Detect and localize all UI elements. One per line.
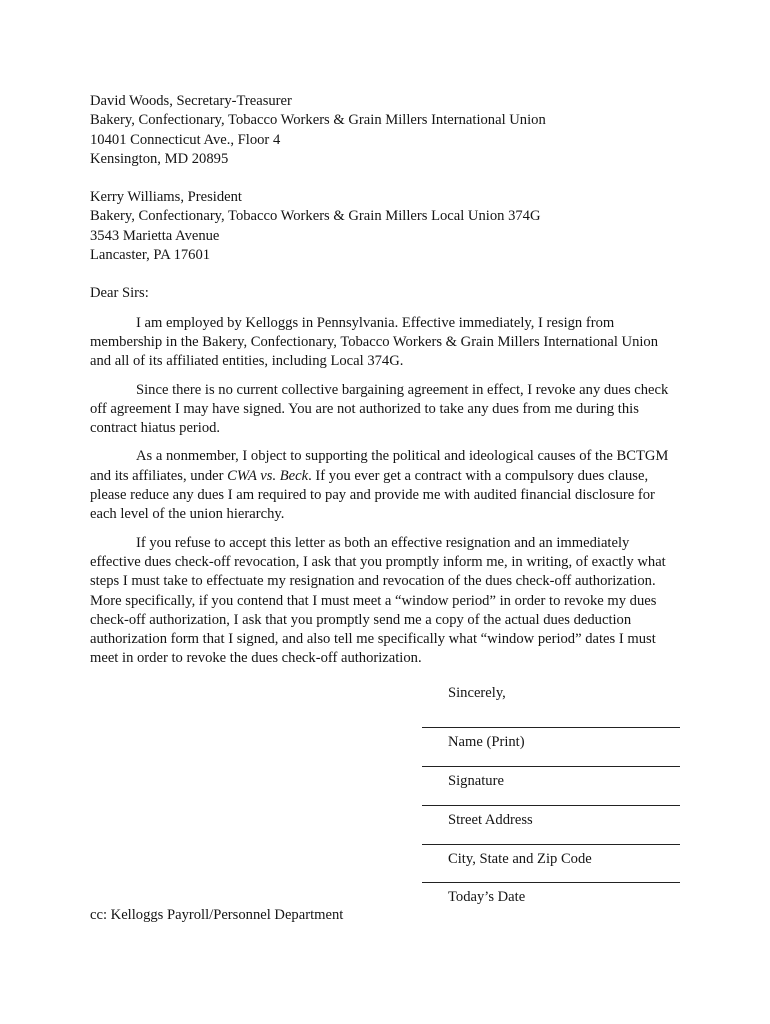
paragraph-revocation: Since there is no current collective bargaining agreement in effect, I revoke any dues check off agreement I may have signed. You are not authorized to take any dues from me during this contract hiatus period. — [90, 381, 669, 437]
field-label: Signature — [448, 773, 504, 789]
recipient-organization: Bakery, Confectionary, Tobacco Workers & Grain Millers Local Union 374G — [90, 208, 541, 225]
sender-address — [90, 92, 680, 169]
signature-line — [422, 805, 680, 806]
sender-city: Kensington, MD 20895 — [90, 150, 229, 167]
signature-field-name — [422, 727, 680, 752]
signature-field-date — [422, 882, 680, 907]
salutation: Dear Sirs: — [90, 285, 149, 302]
field-label: City, State and Zip Code — [448, 851, 592, 867]
letter-body — [90, 92, 680, 678]
field-label: Street Address — [448, 812, 533, 828]
objection-text-end: . If you ever get a contract with a compulsory dues clause, please reduce any dues I am required to pay and provide me with audited financial disclosure for each level of the union hierarchy. — [90, 467, 655, 523]
signature-line — [422, 844, 680, 845]
case-citation: CWA vs. Beck — [227, 467, 309, 484]
recipient-city: Lancaster, PA 17601 — [90, 247, 211, 264]
signature-field-signature — [422, 766, 680, 791]
field-label: Name (Print) — [448, 734, 525, 750]
closing: Sincerely, — [448, 685, 506, 701]
signature-line — [422, 766, 680, 767]
recipient-name: Kerry Williams, President — [90, 189, 242, 206]
signature-field-city — [422, 844, 680, 869]
sender-name: David Woods, Secretary-Treasurer — [90, 93, 292, 109]
recipient-street: 3543 Marietta Avenue — [90, 227, 220, 244]
sender-organization: Bakery, Confectionary, Tobacco Workers & Grain Millers International Union — [90, 112, 546, 129]
sender-street: 10401 Connecticut Ave., Floor 4 — [90, 131, 281, 148]
paragraph-resignation: I am employed by Kelloggs in Pennsylvania. Effective immediately, I resign from membership in the Bakery, Confectionary, Tobacco Workers & Grain Millers International Union and all of its affiliated entities, including Local 374G. — [90, 314, 659, 370]
signature-line — [422, 727, 680, 728]
cc-line: cc: Kelloggs Payroll/Personnel Department — [90, 907, 344, 923]
recipient-address — [90, 188, 680, 265]
signature-field-street — [422, 805, 680, 830]
paragraph-objection — [90, 447, 680, 524]
signature-line — [422, 882, 680, 883]
objection-text-start: As a nonmember, I object to supporting the political and ideological causes of the BCTGM and its affiliates, under — [90, 448, 669, 484]
paragraph-request: If you refuse to accept this letter as both an effective resignation and an immediately effective dues check-off revocation, I ask that you promptly inform me, in writing, of exactly what steps I must take to effectuate my resignation and revocation of the dues check-off authorization. More specifically, if you contend that I must meet a “window period” in order to revoke my dues check-off authorization, I ask that you promptly send me a copy of the actual dues deduction authorization form that I signed, and also tell me specifically what “window period” dates I must meet in order to revoke the dues check-off authorization. — [90, 534, 666, 667]
field-label: Today’s Date — [448, 889, 526, 905]
